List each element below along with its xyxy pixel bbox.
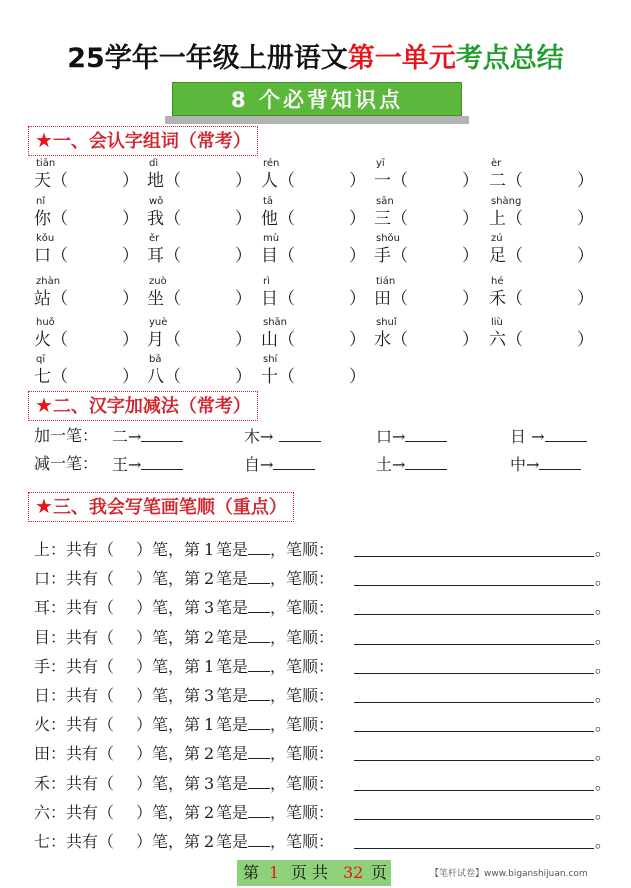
char-cell [34,196,139,230]
section3-heading-text: 三、我会写笔画笔顺（重点） [52,497,287,518]
stroke-text: ，笔顺： [270,803,335,822]
stroke-row [34,800,612,826]
section2-heading [28,391,258,421]
calc-item: 日 → [510,424,587,449]
stroke-char: 七 [34,832,51,851]
character: 七 [34,367,51,387]
stroke-number: 1 [204,715,215,734]
stroke-number: 3 [204,686,215,705]
stroke-text: 笔是 [216,715,249,734]
stroke-text: ）笔，第 [136,657,201,676]
character-with-blank[interactable]: 禾（ ） [489,289,594,309]
stroke-char: 目 [34,628,51,647]
character: 二 [489,171,506,191]
subtitle-shadow [165,116,469,124]
stroke-row [34,595,612,621]
character: 天 [34,171,51,191]
stroke-number: 1 [204,540,215,559]
period: 。 [595,540,612,559]
character: 八 [147,367,164,387]
stroke-text: ：共有（ [50,832,115,851]
character-with-blank[interactable]: 坐（ ） [147,289,252,309]
char-cell [489,196,594,230]
stroke-order-line[interactable] [354,566,594,586]
character: 坐 [147,289,164,309]
pinyin: zhàn [36,276,61,287]
pinyin: kǒu [36,233,55,244]
stroke-text: ：共有（ [50,628,115,647]
character-with-blank[interactable]: 六（ ） [489,330,594,350]
stroke-text: ，笔顺： [270,686,335,705]
char-cell [147,317,252,351]
section3-heading [28,492,294,522]
character: 手 [374,246,391,266]
period: 。 [595,657,612,676]
answer-blank[interactable] [273,452,315,470]
character: 上 [489,209,506,229]
pinyin: dì [149,158,159,169]
character-with-blank[interactable]: 日（ ） [261,289,366,309]
character: 三 [374,209,391,229]
stroke-order-line[interactable] [354,800,594,820]
char-cell [261,233,366,267]
stroke-row [34,829,612,855]
stroke-text: ，笔顺： [270,598,335,617]
character: 人 [261,171,278,191]
character-with-blank[interactable]: 足（ ） [489,246,594,266]
character-with-blank[interactable]: 天（ ） [34,171,139,191]
character-with-blank[interactable]: 火（ ） [34,330,139,350]
stroke-order-line[interactable] [354,654,594,674]
period: 。 [595,628,612,647]
stroke-number: 1 [204,657,215,676]
stroke-char: 田 [34,744,51,763]
char-cell [147,233,252,267]
character: 我 [147,209,164,229]
period: 。 [595,598,612,617]
stroke-text: ：共有（ [50,774,115,793]
total-pages: 32 [343,863,364,882]
stroke-order-line[interactable] [354,683,594,703]
char-cell [489,158,594,192]
stroke-text: ，笔顺： [270,774,335,793]
section1-heading-text: 一、会认字组词（常考） [52,131,251,152]
stroke-text: ）笔，第 [136,832,201,851]
character: 田 [374,289,391,309]
pinyin: tián [376,276,396,287]
stroke-number: 2 [204,803,215,822]
page-title [0,36,631,75]
stroke-char: 火 [34,715,51,734]
period: 。 [595,744,612,763]
stroke-text: ：共有（ [50,744,115,763]
period: 。 [595,832,612,851]
character-with-blank[interactable]: 三（ ） [374,209,479,229]
character: 十 [261,367,278,387]
stroke-order-line[interactable] [354,625,594,645]
character: 六 [489,330,506,350]
period: 。 [595,803,612,822]
answer-blank[interactable] [141,452,183,470]
calc-item: 王→ [112,452,183,477]
calc-item: 土→ [376,452,447,477]
character: 一 [374,171,391,191]
char-cell [34,276,139,310]
stroke-blank[interactable] [248,741,270,759]
pinyin: hé [491,276,504,287]
stroke-number: 2 [204,628,215,647]
stroke-blank[interactable] [248,625,270,643]
char-cell [34,233,139,267]
stroke-text: 笔是 [216,803,249,822]
stroke-number: 2 [204,569,215,588]
pinyin: liù [491,317,503,328]
char-cell [489,276,594,310]
pinyin: huǒ [36,317,55,328]
stroke-text: ：共有（ [50,686,115,705]
stroke-text: ，笔顺： [270,744,335,763]
stroke-text: ，笔顺： [270,628,335,647]
stroke-order-line[interactable] [354,595,594,615]
stroke-text: 笔是 [216,569,249,588]
stroke-char: 上 [34,540,51,559]
stroke-row [34,537,612,563]
character-with-blank[interactable]: 上（ ） [489,209,594,229]
character-with-blank[interactable]: 人（ ） [261,171,366,191]
stroke-blank[interactable] [248,712,270,730]
stroke-text: 笔是 [216,598,249,617]
character-with-blank[interactable]: 水（ ） [374,330,479,350]
char-cell [261,276,366,310]
char-cell [147,354,252,388]
stroke-row [34,741,612,767]
watermark: 【笔杆试卷】www.biganshijuan.com [430,869,588,879]
stroke-blank[interactable] [248,566,270,584]
pinyin: shān [263,317,288,328]
stroke-text: ：共有（ [50,569,115,588]
stroke-text: ）笔，第 [136,774,201,793]
character-with-blank[interactable]: 他（ ） [261,209,366,229]
character-with-blank[interactable]: 八（ ） [147,367,252,387]
pinyin: rì [263,276,270,287]
period: 。 [595,774,612,793]
stroke-blank[interactable] [248,829,270,847]
char-cell [374,158,479,192]
character-with-blank[interactable]: 地（ ） [147,171,252,191]
character: 日 [261,289,278,309]
stroke-text: ：共有（ [50,598,115,617]
stroke-char: 禾 [34,774,51,793]
stroke-text: 笔是 [216,657,249,676]
answer-blank[interactable] [405,452,447,470]
stroke-text: ）笔，第 [136,540,201,559]
stroke-blank[interactable] [248,537,270,555]
pinyin: zú [491,233,503,244]
stroke-number: 2 [204,744,215,763]
stroke-text: 笔是 [216,628,249,647]
pinyin: qī [36,354,46,365]
stroke-order-line[interactable] [354,741,594,761]
char-cell [374,317,479,351]
character: 禾 [489,289,506,309]
stroke-text: ，笔顺： [270,715,335,734]
stroke-text: ，笔顺： [270,569,335,588]
answer-blank[interactable] [539,452,581,470]
pinyin: tiān [36,158,56,169]
stroke-blank[interactable] [248,771,270,789]
stroke-text: 笔是 [216,744,249,763]
stroke-blank[interactable] [248,595,270,613]
stroke-row [34,654,612,680]
answer-blank[interactable] [405,424,447,442]
character: 山 [261,330,278,350]
stroke-char: 六 [34,803,51,822]
char-cell [489,233,594,267]
footer-suffix: 页 [371,863,388,882]
stroke-row [34,771,612,797]
stroke-row [34,683,612,709]
character: 目 [261,246,278,266]
char-cell [489,317,594,351]
period: 。 [595,569,612,588]
char-cell [261,354,366,388]
stroke-char: 耳 [34,598,51,617]
character: 口 [34,246,51,266]
char-cell [261,196,366,230]
answer-blank[interactable] [545,424,587,442]
stroke-blank[interactable] [248,800,270,818]
stroke-text: 笔是 [216,686,249,705]
answer-blank[interactable] [279,424,321,442]
stroke-text: ：共有（ [50,715,115,734]
character-with-blank[interactable]: 我（ ） [147,209,252,229]
pinyin: nǐ [36,196,46,207]
pinyin: yuè [149,317,168,328]
char-cell [374,196,479,230]
stroke-text: 笔是 [216,774,249,793]
pinyin: yī [376,158,385,169]
period: 。 [595,715,612,734]
stroke-text: ）笔，第 [136,628,201,647]
sub-label: 减一笔： [34,454,99,473]
pinyin: rén [263,158,280,169]
section2-heading-text: 二、汉字加减法（常考） [52,396,251,417]
character-with-blank[interactable]: 耳（ ） [147,246,252,266]
current-page: 1 [269,863,280,882]
char-cell [147,196,252,230]
pinyin: tā [263,196,274,207]
calc-item: 中→ [510,452,581,477]
stroke-char: 手 [34,657,51,676]
star-icon: ★ [35,128,53,152]
character: 耳 [147,246,164,266]
title-part1: 25学年一年级上册语文 [67,43,348,74]
stroke-number: 3 [204,598,215,617]
subtitle-banner [172,82,462,116]
page-footer [237,860,391,886]
star-icon: ★ [35,393,53,417]
character-with-blank[interactable]: 月（ ） [147,330,252,350]
pinyin: bā [149,354,162,365]
character-with-blank[interactable]: 目（ ） [261,246,366,266]
subtitle-text: 8 个必背知识点 [231,88,403,112]
stroke-text: ）笔，第 [136,715,201,734]
character: 他 [261,209,278,229]
pinyin: wǒ [149,196,164,207]
character-with-blank[interactable]: 你（ ） [34,209,139,229]
stroke-text: ，笔顺： [270,657,335,676]
character: 火 [34,330,51,350]
stroke-text: ）笔，第 [136,686,201,705]
stroke-char: 日 [34,686,51,705]
pinyin: sān [376,196,394,207]
character-with-blank[interactable]: 二（ ） [489,171,594,191]
stroke-order-line[interactable] [354,771,594,791]
character: 月 [147,330,164,350]
add-stroke-row [34,424,604,448]
calc-item: 二→ [112,424,183,449]
stroke-order-line[interactable] [354,829,594,849]
stroke-text: ：共有（ [50,540,115,559]
char-cell [147,158,252,192]
pinyin: mù [263,233,280,244]
pinyin: shuǐ [376,317,397,328]
stroke-text: ，笔顺： [270,832,335,851]
star-icon: ★ [35,494,53,518]
stroke-number: 2 [204,832,215,851]
char-cell [261,158,366,192]
character-with-blank[interactable]: 田（ ） [374,289,479,309]
calc-item: 自→ [244,452,315,477]
stroke-text: ：共有（ [50,803,115,822]
char-cell [147,276,252,310]
calc-item: 口→ [376,424,447,449]
pinyin: shí [263,354,278,365]
stroke-row [34,566,612,592]
section1-heading [28,126,258,156]
footer-middle: 页 共 [291,863,329,882]
character-with-blank[interactable]: 山（ ） [261,330,366,350]
stroke-text: 笔是 [216,540,249,559]
calc-item: 木→ [244,424,321,449]
character: 站 [34,289,51,309]
title-part2: 第一单元 [347,43,456,74]
character-with-blank[interactable]: 一（ ） [374,171,479,191]
character: 地 [147,171,164,191]
char-cell [34,317,139,351]
stroke-text: ）笔，第 [136,803,201,822]
character-with-blank[interactable]: 十（ ） [261,367,366,387]
char-cell [34,158,139,192]
stroke-text: 笔是 [216,832,249,851]
answer-blank[interactable] [141,424,183,442]
stroke-text: ）笔，第 [136,744,201,763]
stroke-text: ）笔，第 [136,569,201,588]
title-part3: 考点总结 [455,43,564,74]
add-label: 加一笔： [34,426,99,445]
stroke-text: ）笔，第 [136,598,201,617]
char-cell [34,354,139,388]
character-with-blank[interactable]: 站（ ） [34,289,139,309]
stroke-number: 3 [204,774,215,793]
char-cell [261,317,366,351]
character-with-blank[interactable]: 口（ ） [34,246,139,266]
stroke-char: 口 [34,569,51,588]
stroke-order-line[interactable] [354,537,594,557]
character: 足 [489,246,506,266]
period: 。 [595,686,612,705]
footer-prefix: 第 [243,863,260,882]
stroke-blank[interactable] [248,654,270,672]
character-with-blank[interactable]: 七（ ） [34,367,139,387]
stroke-blank[interactable] [248,683,270,701]
character: 水 [374,330,391,350]
stroke-text: ：共有（ [50,657,115,676]
stroke-order-line[interactable] [354,712,594,732]
pinyin: ěr [149,233,160,244]
pinyin: shàng [491,196,522,207]
pinyin: shǒu [376,233,401,244]
sub-stroke-row [34,452,604,476]
char-cell [374,233,479,267]
pinyin: èr [491,158,502,169]
char-cell [374,276,479,310]
character: 你 [34,209,51,229]
pinyin: zuò [149,276,167,287]
character-with-blank[interactable]: 手（ ） [374,246,479,266]
stroke-row [34,712,612,738]
stroke-text: ，笔顺： [270,540,335,559]
stroke-row [34,625,612,651]
